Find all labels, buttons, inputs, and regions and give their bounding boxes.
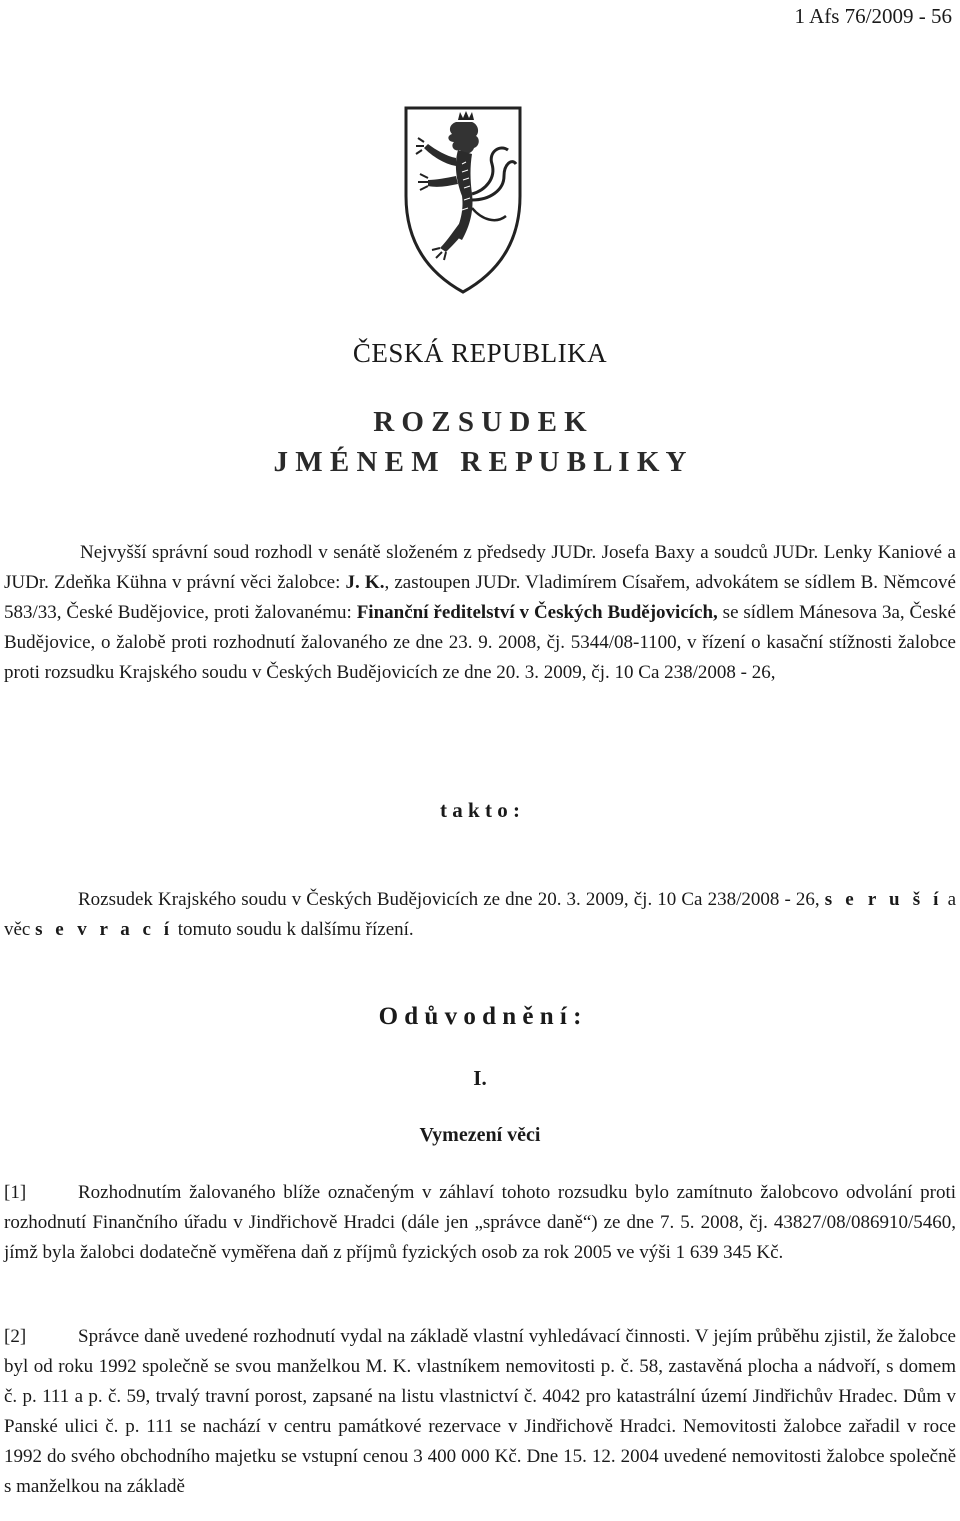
reasoning-heading: O d ů v o d n ě n í :	[378, 1003, 582, 1030]
case-number: 1 Afs 76/2009 - 56	[794, 4, 952, 28]
country-heading: ČESKÁ REPUBLIKA	[352, 338, 608, 368]
section-title: Vymezení věci	[419, 1124, 541, 1146]
czech-lion-coat-of-arms-icon	[400, 100, 526, 296]
ruling-vraci: v r a c í	[77, 919, 174, 940]
ruling-text-2: a věc	[4, 889, 956, 940]
reasoning-paragraph	[4, 1178, 956, 1268]
intro-text-2: , zastoupen JUDr. Vladimírem Císařem, advokátem se sídlem B. Němcové 583/33, České Budějovice, proti žalovanému:	[4, 572, 956, 623]
section-number: I.	[473, 1066, 487, 1090]
paragraph-text: Správce daně uvedené rozhodnutí vydal na základě vlastní vyhledávací činnosti. V jejím průběhu zjistil, že žalobce byl od roku 1992 společně se svou manželkou M. K. vlastníkem nemovitosti p. č. 58, zastavěná plocha a nádvoří, s domem č. p. 111 a p. č. 59, trvalý travní porost, zapsané na listu vlastnictví č. 4042 pro katastrální území Jindřichův Hradec. Dům v Panské ulici č. p. 111 se nachází v centru památkové rezervace v Jindřichově Hradci. Nemovitosti žalobce zařadil v roce 1992 do svého obchodního majetku se vstupní cenou 3 400 000 Kč. Dne 15. 12. 2004 uvedené nemovitosti žalobce společně s manželkou na základě	[4, 1326, 956, 1497]
reasoning-paragraph	[4, 1322, 956, 1502]
ruling-se-2: s e	[35, 919, 68, 940]
ruling-rusi: r u š í	[867, 889, 943, 910]
intro-paragraph	[4, 538, 956, 688]
defendant-name: Finanční ředitelství v Českých Budějovicích,	[356, 602, 718, 623]
paragraph-number: [1]	[4, 1182, 27, 1203]
verdict-title: R O Z S U D E K	[373, 406, 587, 438]
ruling-paragraph	[4, 885, 956, 945]
ruling-text-1: Rozsudek Krajského soudu v Českých Budějovicích ze dne 20. 3. 2009, čj. 10 Ca 238/2008 - 26,	[78, 889, 825, 910]
plaintiff-name: J. K.	[345, 572, 385, 593]
verdict-subtitle: J M É N E M R E P U B L I K Y	[273, 446, 687, 478]
paragraph-text: Rozhodnutím žalovaného blíže označeným v záhlaví tohoto rozsudku bylo zamítnuto žalobcovo odvolání proti rozhodnutí Finančního úřadu v Jindřichově Hradci (dále jen „správce daně“) ze dne 7. 5. 2008, čj. 43827/08/086910/5460, jímž byla žalobci dodatečně vyměřena daň z příjmů fyzických osob za rok 2005 ve výši 1 639 345 Kč.	[4, 1182, 956, 1263]
ruling-se-1: s e	[824, 889, 858, 910]
intro-text-1: Nejvyšší správní soud rozhodl v senátě složeném z předsedy JUDr. Josefa Baxy a soudců JUDr. Lenky Kaniové a JUDr. Zdeňka Kühna v právní věci žalobce:	[4, 542, 956, 593]
takto-heading: t a k t o :	[440, 798, 520, 822]
ruling-text-3: tomuto soudu k dalšímu řízení.	[173, 919, 414, 940]
paragraph-number: [2]	[4, 1326, 27, 1347]
intro-text-3: se sídlem Mánesova 3a, České Budějovice, o žalobě proti rozhodnutí žalovaného ze dne 23. 9. 2008, čj. 5344/08-1100, v řízení o kasační stížnosti žalobce proti rozsudku Krajského soudu v Českých Budějovicích ze dne 20. 3. 2009, čj. 10 Ca 238/2008 - 26,	[4, 602, 956, 683]
